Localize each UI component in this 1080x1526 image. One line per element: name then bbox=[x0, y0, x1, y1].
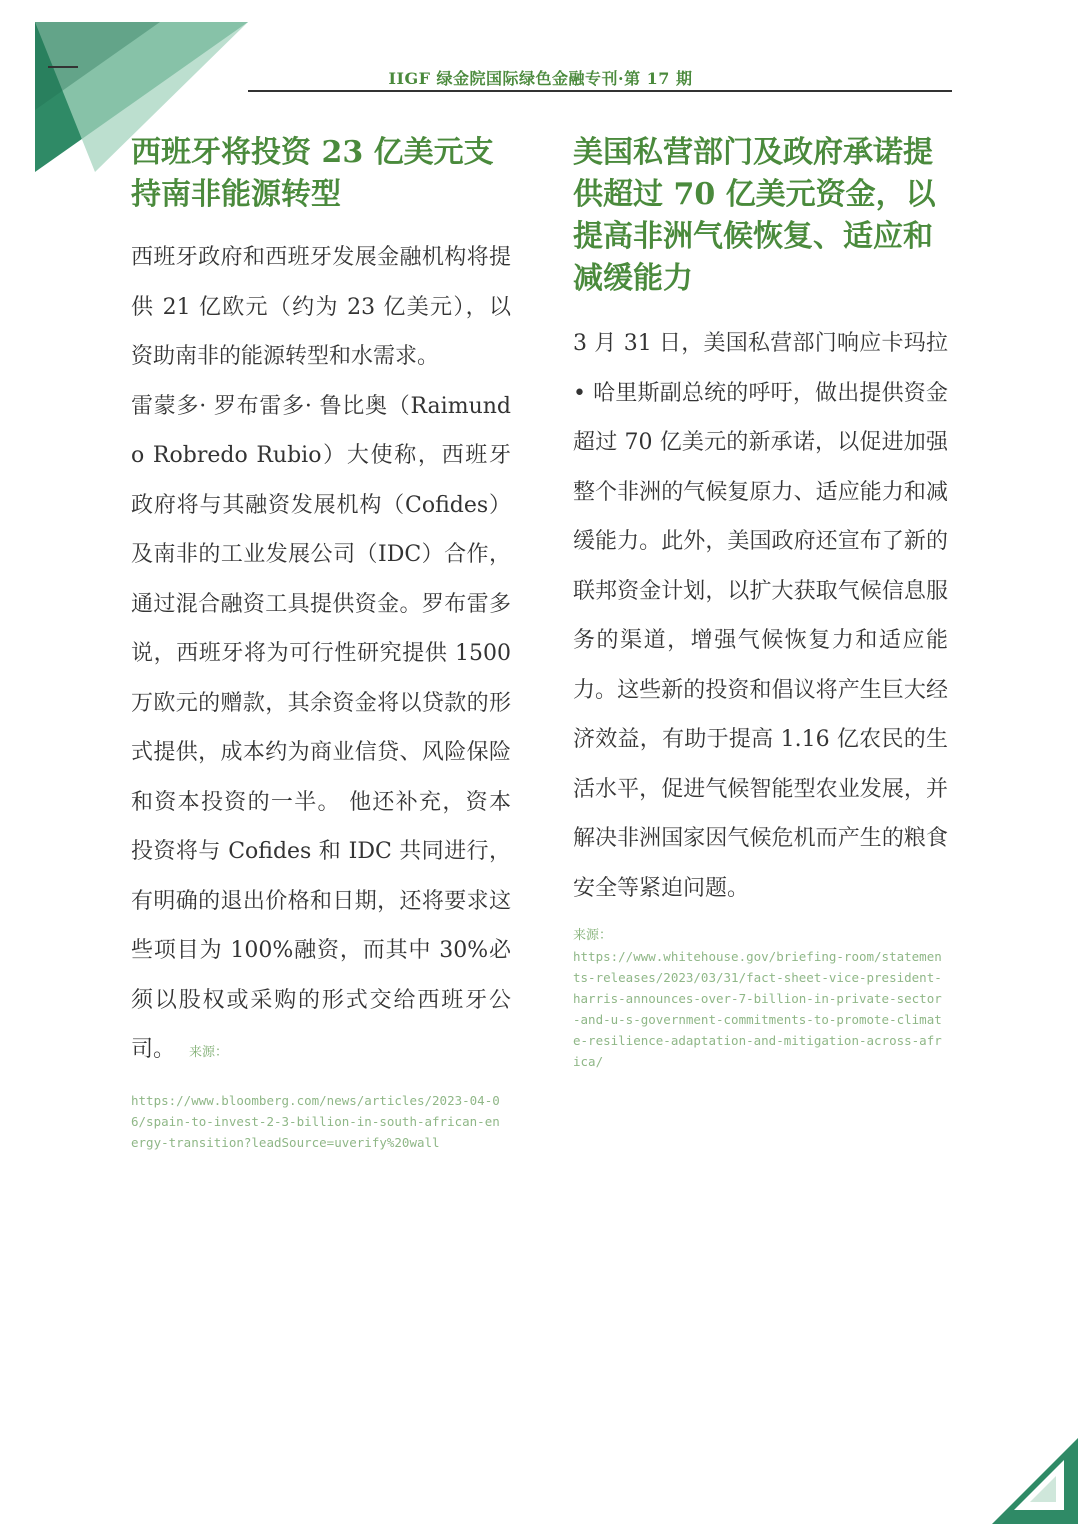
article-paragraph: 西班牙政府和西班牙发展金融机构将提供 21 亿欧元（约为 23 亿美元），以资助南非的能源转型和水需求。 bbox=[131, 245, 511, 369]
article-headline: 西班牙将投资 23 亿美元支持南非能源转型 bbox=[131, 135, 494, 212]
article-spain-south-africa bbox=[131, 132, 511, 1153]
journal-header-title: IIGF 绿金院国际绿色金融专刊·第 17 期 bbox=[388, 69, 693, 88]
header-dash bbox=[48, 66, 78, 68]
article-headline: 美国私营部门及政府承诺提供超过 70 亿美元资金，以提高非洲气候恢复、适应和减缓能力 bbox=[573, 135, 936, 296]
article-us-africa-climate bbox=[573, 132, 948, 1072]
article-paragraph: 3 月 31 日，美国私营部门响应卡玛拉 • 哈里斯副总统的呼吁，做出提供资金超过 70 亿美元的新承诺，以促进加强整个非洲的气候复原力、适应能力和减缓能力。此外，美国政府还宣布了新的联邦资金计划，以扩大获取气候信息服务的渠道，增强气候恢复力和适应能力。这些新的投资和倡议将产生巨大经济效益，有助于提高 1.16 亿农民的生活水平，促进气候智能型农业发展，并解决非洲国家因气候危机而产生的粮食安全等紧迫问题。 bbox=[573, 331, 948, 901]
source-label: 来源： bbox=[189, 1045, 229, 1060]
article-paragraph-text: 雷蒙多· 罗布雷多· 鲁比奥（Raimundo Robredo Rubio）大使称，西班牙政府将与其融资发展机构（Cofides）及南非的工业发展公司（IDC）合作，通过混合融资工具提供资金。罗布雷多说，西班牙将为可行性研究提供 1500 万欧元的赠款，其余资金将以贷款的形式提供，成本约为商业信贷、风险保险和资本投资的一半。 他还补充，资本投资将与 Cofides 和 IDC 共同进行，有明确的退出价格和日期，还将要求这些项目为 100%融资，而其中 30%必须以股权或采购的形式交给西班牙公司。 bbox=[131, 393, 511, 1062]
source-link[interactable]: https://www.whitehouse.gov/briefing-room/statements-releases/2023/03/31/fact-sheet-vice-president-harris-announces-over-7-billion-in-private-sector-and-u-s-government-commitments-to-promote-climate-resilience-adaptation-and-mitigation-across-africa/ bbox=[573, 949, 942, 1069]
corner-decoration-bottom-right bbox=[990, 1436, 1080, 1526]
source-link[interactable]: https://www.bloomberg.com/news/articles/2023-04-06/spain-to-invest-2-3-billion-in-south-african-energy-transition?leadSource=uverify%20wall bbox=[131, 1092, 500, 1150]
source-label: 来源： bbox=[573, 928, 613, 943]
article-paragraph bbox=[131, 382, 511, 1078]
header-divider bbox=[248, 90, 952, 92]
